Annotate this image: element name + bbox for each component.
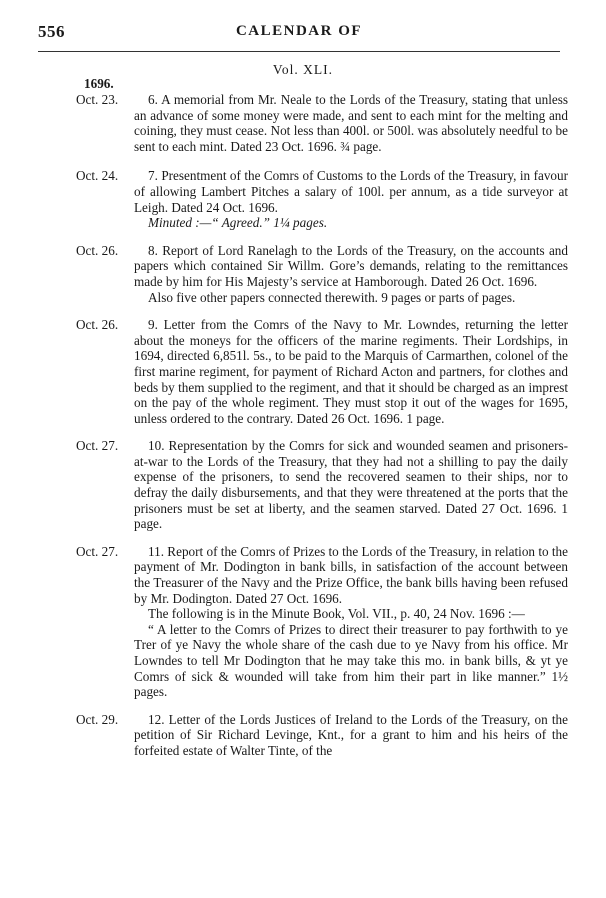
entry-6 — [0, 92, 606, 154]
entry-date: Oct. 23. — [76, 92, 119, 107]
entry-text: 12. Letter of the Lords Justices of Ireland to the Lords of the Treasury, on the petition of Sir Richard Levinge, Knt., for a grant to him and his heirs of the forfeited estate of Walter Tinte, of the — [134, 711, 568, 758]
entry-date: Oct. 27. — [76, 438, 119, 454]
entry-text: 7. Presentment of the Comrs of Customs to the Lords of the Treasury, in favour of allowing Lambert Pitches a salary of 100l. per annum, as a tide surveyor at Leigh. Dated 24 Oct. 1696. — [134, 168, 568, 215]
entry-note: The following is in the Minute Book, Vol. VII., p. 40, 24 Nov. 1696 :— — [148, 606, 525, 622]
entry-date: Oct. 26. — [76, 317, 119, 333]
entry-text: 6. A memorial from Mr. Neale to the Lords of the Treasury, stating that unless an advance of some money were made, and sent to each mint for the melting and coining, they must cease. Not less than 400l. or 500l. was absolutely needful to be sent to each mint. Dated 23 Oct. 1696. ¾ page. — [134, 92, 568, 154]
volume-heading: Vol. XLI. — [272, 62, 334, 77]
entry-8 — [0, 243, 606, 305]
entries-list — [0, 92, 606, 767]
entry-body — [134, 317, 568, 426]
entry-text: 11. Report of the Comrs of Prizes to the Lords of the Treasury, in relation to the payment of Mr. Dodington in bank bills, in satisfaction of the account between the Treasurer of the Navy and the Prize Office, the bank bills having been refused by Mr. Dodington. Dated 27 Oct. 1696. — [134, 543, 568, 606]
entry-text: 8. Report of Lord Ranelagh to the Lords of the Treasury, on the accounts and papers which contained Sir Willm. Gore’s demands, relating to the remittances made by him for His Majesty’s service at Hamborough. Dated 26 Oct. 1696. — [134, 242, 568, 289]
entry-date: Oct. 29. — [76, 711, 119, 727]
entry-body — [134, 544, 568, 700]
year-label: 1696. — [84, 76, 114, 91]
entry-date: Oct. 27. — [76, 543, 119, 559]
entry-date: Oct. 26. — [76, 242, 119, 258]
entry-9 — [0, 317, 606, 426]
entry-11 — [0, 544, 606, 700]
entry-note: Also five other papers connected therewith. 9 pages or parts of pages. — [148, 289, 516, 305]
entry-text: 9. Letter from the Comrs of the Navy to Mr. Lowndes, returning the letter about the moneys for the officers of the marine regiments. Their Lordships, in 1694, directed 6,851l. 5s., to be paid to the Marquis of Carmarthen, colonel of the first marine regiment, for payment of Richard Acton and partners, for clothes and beds by them supplied to the regiment, and that it should be charged as an imprest on the pay of the whole regiment. They must stop it out of the wages for 1695, unless ordered to the contrary. Dated 26 Oct. 1696. 1 page. — [134, 317, 568, 426]
entry-10 — [0, 438, 606, 532]
page-header — [38, 24, 560, 44]
entry-body — [134, 92, 568, 154]
entry-note: Minuted :—“ Agreed.” 1¼ pages. — [148, 215, 328, 231]
header-rule — [38, 51, 560, 52]
entry-text: 10. Representation by the Comrs for sick and wounded seamen and prisoners-at-war to the Lords of the Treasury, that they had not a shilling to pay the daily expense of the prisoners, to send the recovered seamen to their ships, nor to defray the daily disbursements, and that they were threatened at the ports that the prisoners must be set at liberty, and the seamen starved. Dated 27 Oct. 1696. 1 page. — [134, 438, 568, 532]
page-number: 556 — [38, 22, 65, 41]
entry-body — [134, 438, 568, 532]
running-head: CALENDAR OF — [235, 23, 363, 39]
entry-quote: “ A letter to the Comrs of Prizes to direct their treasurer to pay forthwith to ye Trer of ye Navy the whole share of the cash due to ye Navy from his office. Mr Lowndes to tell Mr Dodington that he may take this mo. in bank bills, & yt ye Comrs of sick & wounded will take from him their part in like manner.” 1½ pages. — [134, 621, 568, 700]
entry-7 — [0, 168, 606, 230]
entry-12 — [0, 712, 606, 759]
entry-body — [134, 712, 568, 759]
entry-body — [134, 243, 568, 305]
entry-body — [134, 168, 568, 230]
entry-date: Oct. 24. — [76, 168, 119, 184]
